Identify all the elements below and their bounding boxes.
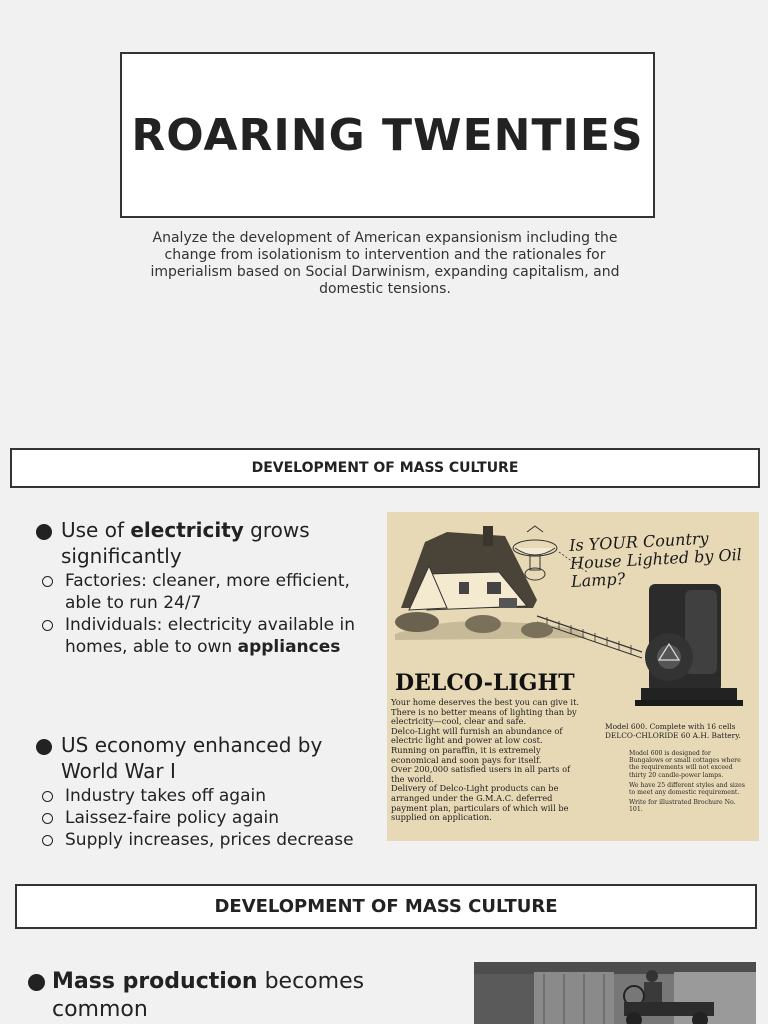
sub-bullet-item bbox=[36, 829, 366, 851]
historic-car-photo bbox=[474, 962, 756, 1024]
bullet-item bbox=[36, 732, 366, 784]
sub-bullet-item bbox=[36, 570, 366, 614]
sub-bullet-text: Supply increases, prices decrease bbox=[65, 830, 354, 850]
section-heading: DEVELOPMENT OF MASS CULTURE bbox=[10, 448, 760, 488]
sub-bullet-item bbox=[36, 807, 366, 829]
title-card bbox=[120, 52, 655, 218]
bullet-text: Use of bbox=[61, 518, 131, 542]
sub-bullet-text: Individuals: electricity available in homes, able to own bbox=[65, 615, 355, 657]
bullet-text: grows significantly bbox=[61, 518, 310, 568]
sub-bullet-circle bbox=[42, 835, 53, 846]
sub-bullet-circle bbox=[42, 791, 53, 802]
ad-model-caption: Model 600. Complete with 16 cells DELCO-CHLORIDE 60 A.H. Battery. bbox=[605, 722, 741, 740]
ad-copy-line: Your home deserves the best you can give it. bbox=[391, 697, 580, 707]
bullet-bold-text: electricity bbox=[130, 518, 244, 542]
ad-headline: Is YOUR Country House Lighted by Oil Lamp? bbox=[568, 528, 743, 591]
bullet-text: becomes common bbox=[52, 969, 365, 1022]
bullet-dot bbox=[36, 524, 52, 540]
sub-bullet-bold-text: appliances bbox=[237, 637, 341, 657]
delco-light-advertisement bbox=[387, 512, 759, 841]
bullet-group-mass-production bbox=[28, 968, 428, 1024]
ad-copy-line: There is no better means of lighting than by electricity—cool, clear and safe. bbox=[391, 706, 577, 727]
subtitle: Analyze the development of American expansionism including the change from isolationism to intervention and the rationales for imperialism based on Social Darwinism, expanding capitalism, and domestic tensions. bbox=[150, 230, 620, 297]
sub-bullet-text: Industry takes off again bbox=[65, 786, 267, 806]
ad-brand: DELCO-LIGHT bbox=[395, 670, 575, 696]
bullet-group-economy bbox=[36, 732, 366, 867]
ad-notes bbox=[629, 750, 747, 814]
sub-bullet-circle bbox=[42, 576, 53, 587]
bullet-item bbox=[28, 968, 428, 1024]
sub-bullet-text: Factories: cleaner, more efficient, able to run 24/7 bbox=[65, 571, 350, 613]
page-title: ROARING TWENTIES bbox=[131, 109, 644, 161]
sub-bullet-circle bbox=[42, 813, 53, 824]
sub-bullet-circle bbox=[42, 620, 53, 631]
bullet-dot bbox=[28, 974, 45, 991]
ad-copy-line: Delco-Light will furnish an abundance of electric light and power at low cost. bbox=[391, 725, 563, 746]
ad-note-line: We have 25 different styles and sizes to meet any domestic requirement. bbox=[629, 781, 745, 797]
car-photo-illustration bbox=[474, 962, 756, 1024]
sub-bullet-text: Laissez-faire policy again bbox=[65, 808, 280, 828]
ad-copy bbox=[391, 698, 583, 823]
bullet-group-electricity bbox=[36, 517, 366, 658]
bullet-bold-text: Mass production bbox=[52, 969, 258, 994]
ad-copy-line: Delivery of Delco-Light products can be arranged under the G.M.A.C. deferred payment plan, particulars of which will be supplied on application. bbox=[391, 783, 569, 823]
sub-bullet-item bbox=[36, 785, 366, 807]
bullet-text: US economy enhanced by World War I bbox=[61, 733, 323, 783]
ad-copy-line: Over 200,000 satisfied users in all parts of the world. bbox=[391, 764, 571, 784]
ad-note-line: Model 600 is designed for Bungalows or small cottages where the requirements will not exceed thirty 20 candle-power lamps. bbox=[629, 750, 741, 779]
section-heading: DEVELOPMENT OF MASS CULTURE bbox=[15, 884, 757, 929]
ad-note-line: Write for illustrated Brochure No. 101. bbox=[629, 799, 736, 814]
bullet-dot bbox=[36, 739, 52, 755]
sub-bullet-item bbox=[36, 614, 366, 658]
ad-copy-line: Running on paraffin, it is extremely economical and soon pays for itself. bbox=[391, 744, 542, 765]
bullet-item bbox=[36, 517, 366, 569]
